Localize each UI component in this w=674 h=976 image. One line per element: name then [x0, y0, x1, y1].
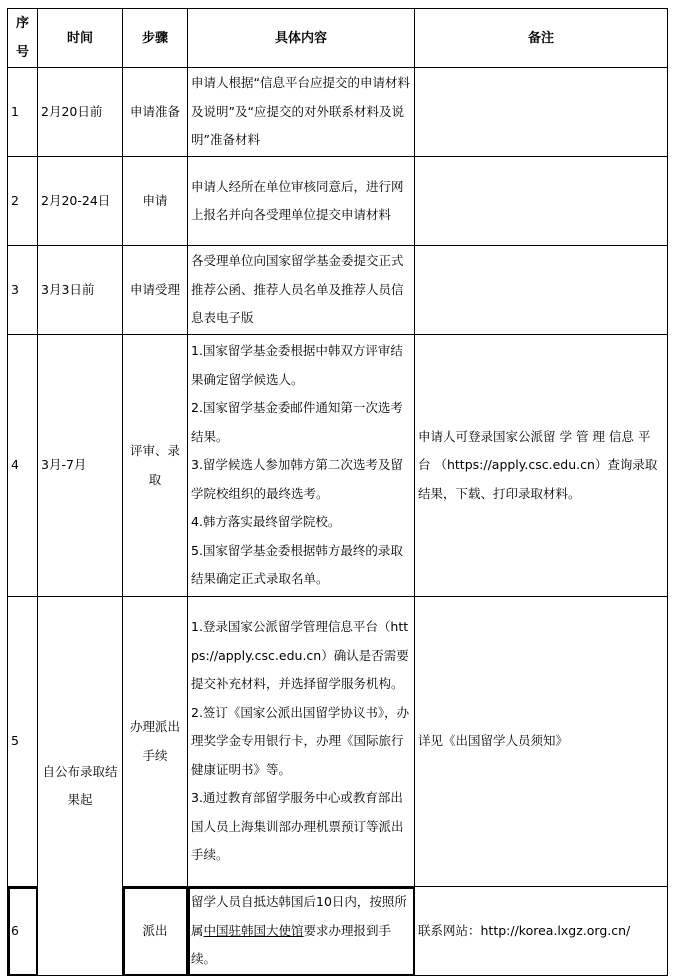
- header-time: 时间: [38, 9, 123, 68]
- row-step: 申请: [123, 157, 188, 246]
- header-content: 具体内容: [188, 9, 415, 68]
- row-remark: 详见《出国留学人员须知》: [415, 597, 668, 887]
- row-number: 3: [8, 246, 38, 335]
- content-text: 留学人员自抵达韩国后10日内，按照所属: [191, 894, 407, 938]
- row-step: 办理派出手续: [123, 597, 188, 887]
- row-content: 申请人经所在单位审核同意后，进行网上报名并向各受理单位提交申请材料: [188, 157, 415, 246]
- table-row: [8, 157, 668, 246]
- content-item: 1.国家留学基金委根据中韩双方评审结果确定留学候选人。: [191, 343, 403, 387]
- row-content: 各受理单位向国家留学基金委提交正式推荐公函、推荐人员名单及推荐人员信息表电子版: [188, 246, 415, 335]
- row-time: 3月-7月: [38, 335, 123, 597]
- row-content: [188, 887, 415, 976]
- embassy-link[interactable]: 中国驻韩国大使馆: [203, 922, 304, 938]
- table-row: [8, 597, 668, 887]
- content-item: 3.通过教育部留学服务中心或教育部出国人员上海集训部办理机票预订等派出手续。: [191, 790, 404, 863]
- row-remark: [415, 157, 668, 246]
- row-time: 2月20日前: [38, 68, 123, 157]
- header-step: 步骤: [123, 9, 188, 68]
- row-content: 申请人根据“信息平台应提交的申请材料及说明”及“应提交的对外联系材料及说明”准备材料: [188, 68, 415, 157]
- content-item: 4.韩方落实最终留学院校。: [191, 514, 341, 530]
- row-step: 申请准备: [123, 68, 188, 157]
- row-time: 2月20-24日: [38, 157, 123, 246]
- content-item: 5.国家留学基金委根据韩方最终的录取结果确定正式录取名单。: [191, 542, 403, 587]
- row-content: [188, 335, 415, 597]
- content-item: 2.签订《国家公派出国留学协议书》，办理奖学金专用银行卡，办理《国际旅行健康证明书》等。: [191, 704, 410, 777]
- row-step: 申请受理: [123, 246, 188, 335]
- header-no: 序号: [8, 9, 38, 68]
- row-number: 6: [8, 887, 38, 976]
- row-number: 2: [8, 157, 38, 246]
- row-step: 派出: [123, 887, 188, 976]
- table-row: [8, 68, 668, 157]
- row-number: 1: [8, 68, 38, 157]
- row-remark: 联系网站：http://korea.lxgz.org.cn/: [415, 887, 668, 976]
- row-step: 评审、录取: [123, 335, 188, 597]
- content-item: 1.登录国家公派留学管理信息平台（https://apply.csc.edu.cn）确认是否需要提交补充材料，并选择留学服务机构。: [191, 619, 409, 692]
- schedule-table: [7, 8, 668, 976]
- table-row: [8, 246, 668, 335]
- row-time: 自公布录取结果起: [38, 597, 123, 976]
- content-item: 2.国家留学基金委邮件通知第一次选考结果。: [191, 400, 403, 444]
- header-row: [8, 9, 668, 68]
- row-remark: [415, 246, 668, 335]
- row-content: [188, 597, 415, 887]
- content-text: 要求办理报到手续。: [191, 922, 392, 967]
- row-remark: [415, 68, 668, 157]
- row-number: 4: [8, 335, 38, 597]
- table-row: [8, 335, 668, 597]
- row-number: 5: [8, 597, 38, 887]
- header-remark: 备注: [415, 9, 668, 68]
- row-time: 3月3日前: [38, 246, 123, 335]
- content-item: 3.留学候选人参加韩方第二次选考及留学院校组织的最终选考。: [191, 457, 403, 501]
- row-remark: 申请人可登录国家公派留 学 管 理 信息 平 台 （https://apply.csc.edu.cn）查询录取结果，下载、打印录取材料。: [415, 335, 668, 597]
